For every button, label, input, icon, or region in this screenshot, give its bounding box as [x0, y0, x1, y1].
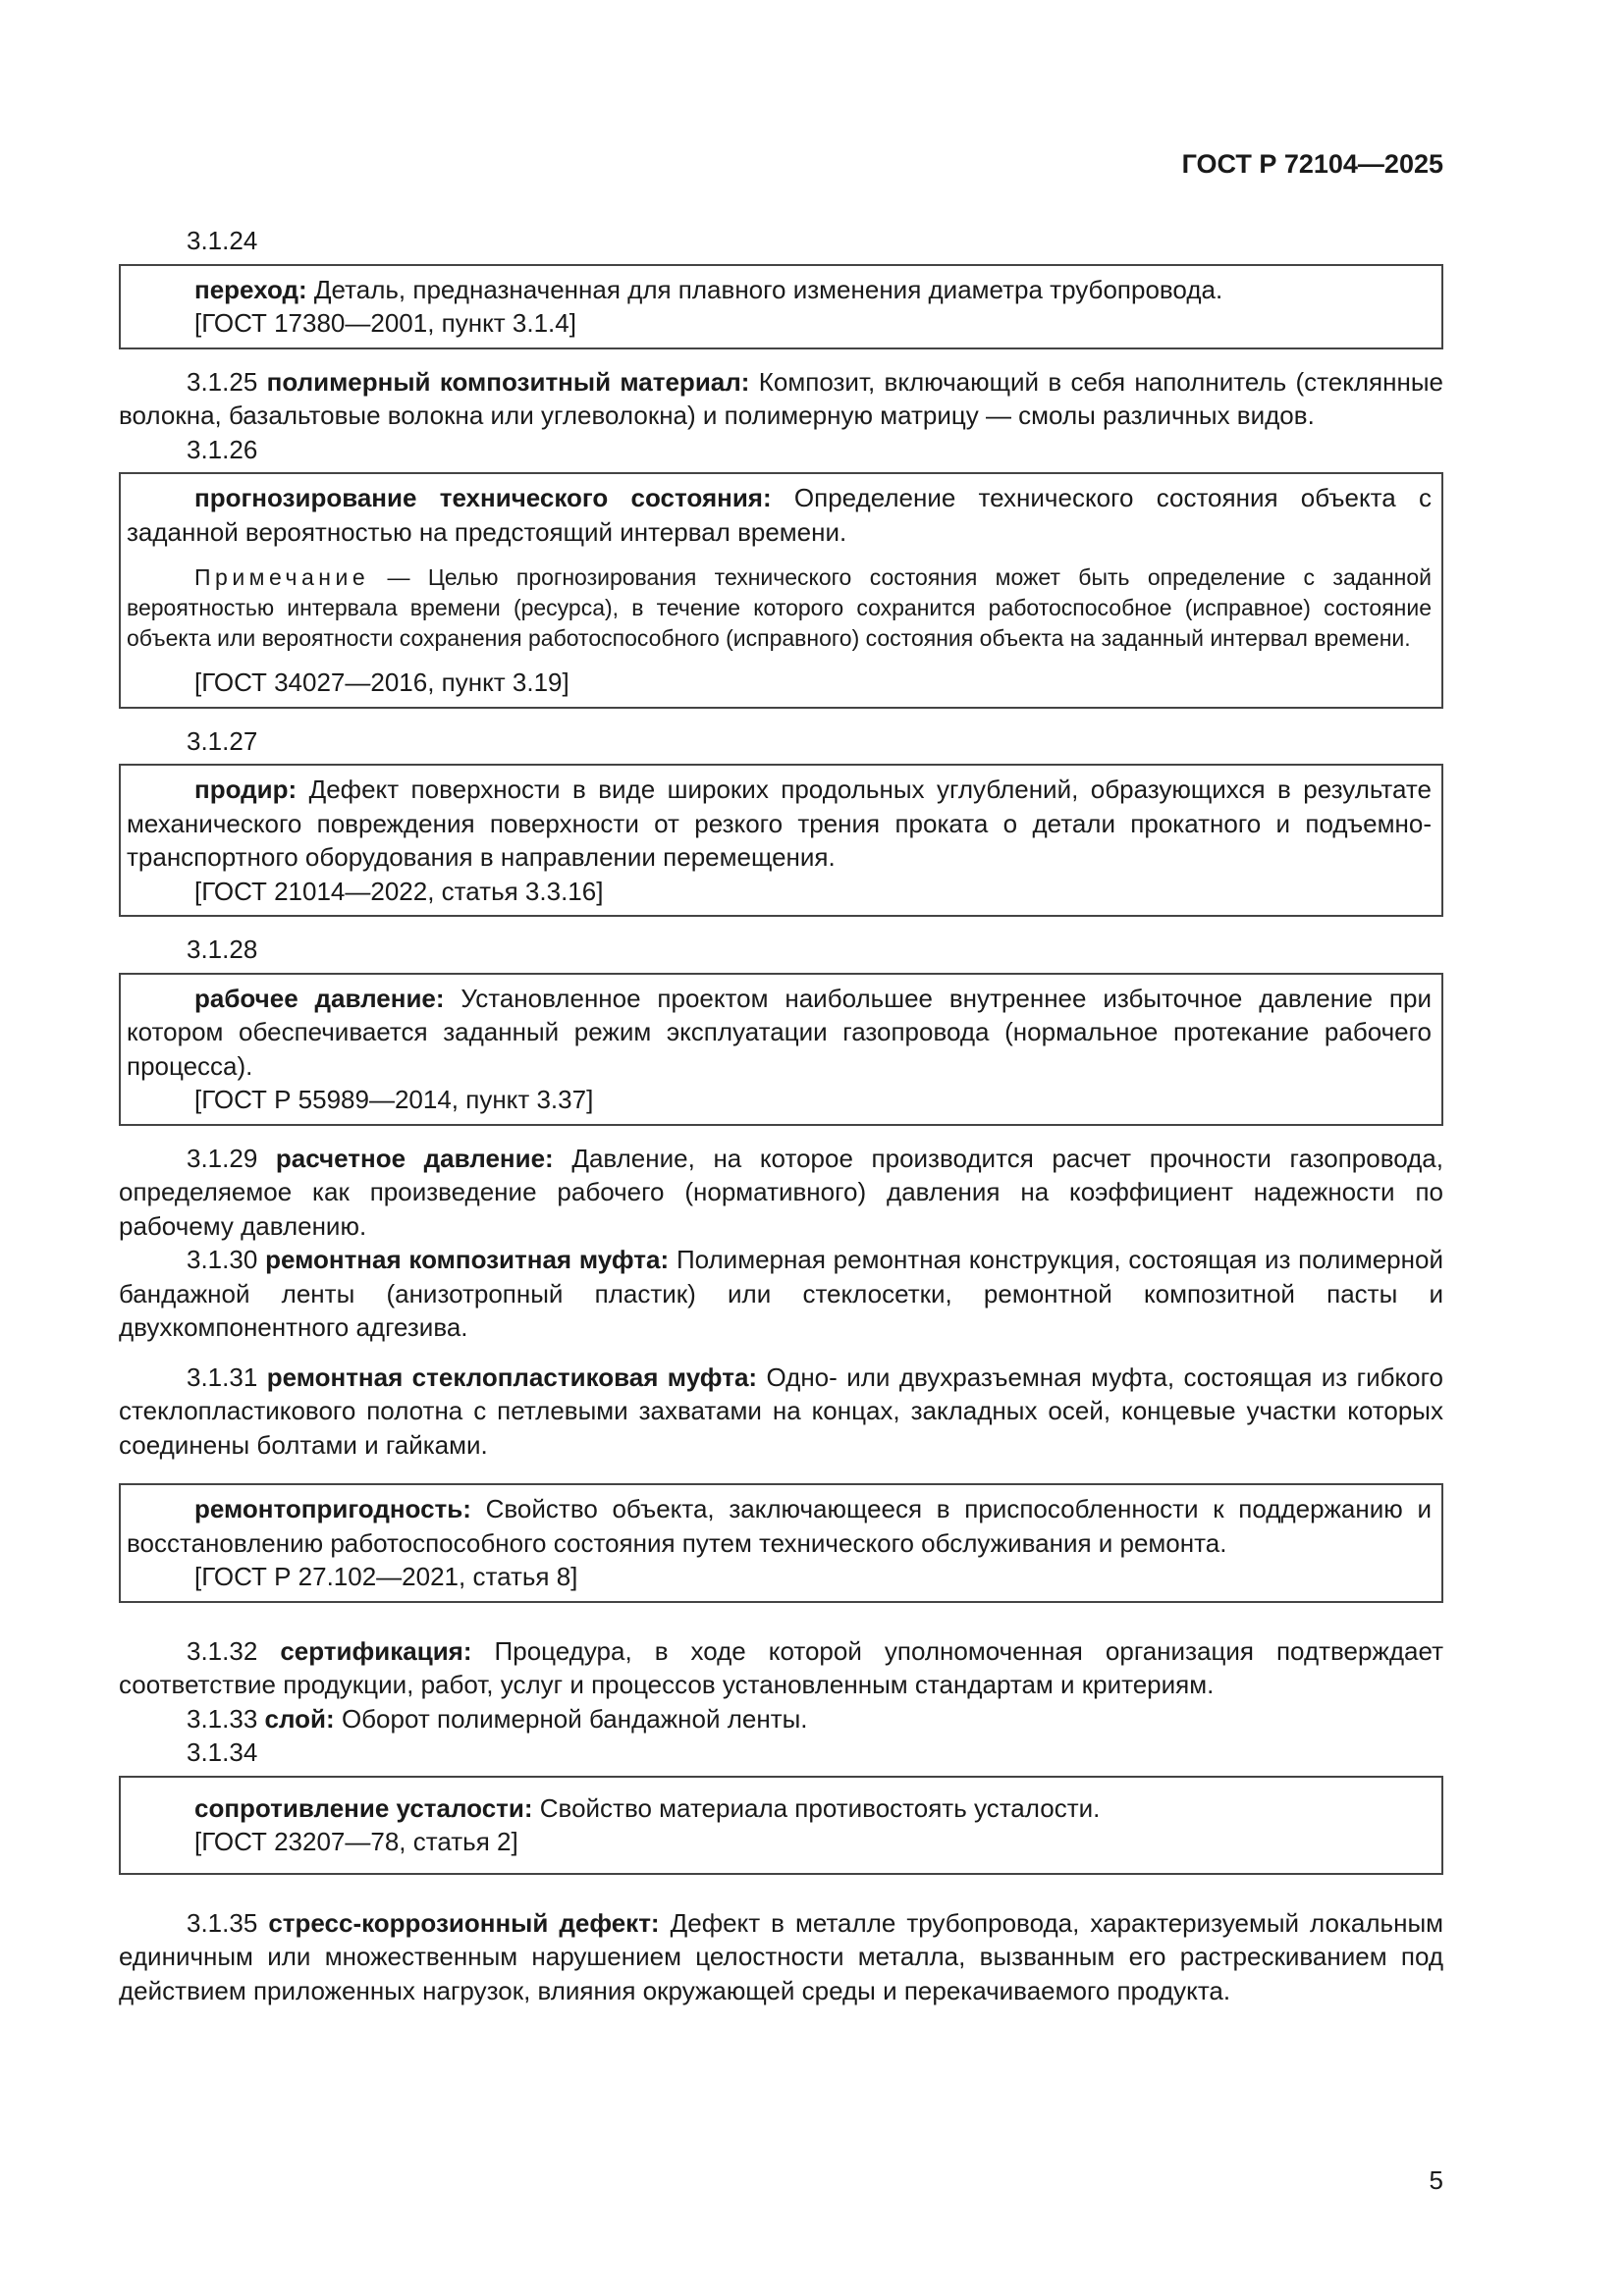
definition: Полимерная ремонтная конструкция, состоящая из полимерной бандажной ленты (анизотропный пластик) или стеклосетки, ремонтной композитной пасты и двухкомпонентного адгезива. — [119, 1245, 1443, 1342]
source-reference: [ГОСТ 17380—2001, пункт 3.1.4] — [194, 308, 576, 338]
spacer — [119, 1619, 1443, 1634]
page-number: 5 — [1429, 2165, 1443, 2195]
definition: Оборот полимерной бандажной ленты. — [341, 1703, 808, 1734]
definition: Композит, включающий в себя наполнитель (стеклянные волокна, базальтовые волокна или углеволокна) и полимерную матрицу — смолы различных видов. — [119, 366, 1443, 430]
clause-number: 3.1.30 — [187, 1245, 258, 1274]
quoted-definition-box — [119, 1776, 1443, 1875]
source-reference: [ГОСТ Р 27.102—2021, статья 8] — [194, 1562, 578, 1591]
term: стресс-коррозионный дефект: — [268, 1907, 660, 1938]
source-reference: [ГОСТ 23207—78, статья 2] — [194, 1827, 518, 1856]
document-header: ГОСТ Р 72104—2025 — [1181, 149, 1443, 179]
definition: Дефект поверхности в виде широких продольных углублений, образующихся в результате механического повреждения поверхности от резкого трения проката о детали прокатного и подъемно-транспортного оборудования в направлении перемещения. — [127, 774, 1432, 872]
spacer — [119, 1345, 1443, 1361]
term: расчетное давление: — [275, 1143, 554, 1173]
definition: Процедура, в ходе которой уполномоченная организация подтверждает соответствие продукции, работ, услуг и процессов установленным стандартам и критериям. — [119, 1635, 1443, 1699]
clause-number: 3.1.33 — [187, 1703, 258, 1734]
source-reference: [ГОСТ 34027—2016, пункт 3.19] — [194, 667, 569, 697]
clause-number: 3.1.27 — [187, 725, 258, 756]
term: переход: — [194, 274, 307, 304]
quoted-definition-box — [119, 764, 1443, 917]
document-page — [119, 0, 1443, 2296]
clause-number: 3.1.25 — [187, 366, 258, 397]
definition-text — [127, 982, 1432, 1084]
note-text: — Целью прогнозирования технического состояния может быть определение с заданной вероятностью интервала времени (ресурса), в течение которого сохранится работоспособное (исправное) состояние объекта или вероятности сохранения работоспособного (исправного) состояния объекта на заданный интервал времени. — [127, 564, 1432, 651]
clause-number: 3.1.24 — [187, 226, 258, 255]
term: ремонтная стеклопластиковая муфта: — [266, 1362, 758, 1392]
clause-number: 3.1.35 — [187, 1907, 258, 1938]
quoted-definition-box — [119, 472, 1443, 709]
spacer — [119, 1462, 1443, 1477]
spacer — [119, 1891, 1443, 1906]
term: полимерный композитный материал: — [266, 366, 750, 397]
definition-paragraph — [119, 1243, 1443, 1345]
clause-number: 3.1.32 — [187, 1635, 258, 1666]
term: продир: — [194, 774, 298, 804]
clause-number: 3.1.28 — [187, 934, 258, 964]
note-label: Примечание — [194, 564, 370, 590]
definition-text — [127, 1492, 1432, 1560]
note-paragraph — [127, 562, 1432, 654]
definition-paragraph — [119, 1361, 1443, 1463]
quoted-definition-box — [119, 264, 1443, 349]
clause-number: 3.1.26 — [187, 434, 258, 464]
definition: Свойство материала противостоять усталости. — [539, 1792, 1101, 1823]
definition-paragraph — [119, 1702, 1443, 1736]
definition-paragraph — [119, 365, 1443, 433]
term: ремонтная композитная муфта: — [265, 1245, 670, 1274]
definition-paragraph — [119, 1906, 1443, 2008]
definition: Дефект в металле трубопровода, характеризуемый локальным единичным или множественным нарушением целостности металла, вызванным его растрескиванием под действием приложенных нагрузок, влияния окружающей среды и перекачиваемого продукта. — [119, 1907, 1444, 2005]
definition: Одно- или двухразъемная муфта, состоящая из гибкого стеклопластикового полотна с петлевыми захватами на концах, закладных осей, концевые участки которых соединены болтами и гайками. — [119, 1362, 1444, 1460]
source-reference: [ГОСТ Р 55989—2014, пункт 3.37] — [194, 1085, 594, 1114]
definition: Деталь, предназначенная для плавного изменения диаметра трубопровода. — [313, 274, 1223, 304]
definition: Определение технического состояния объекта с заданной вероятностью на предстоящий интервал времени. — [127, 483, 1433, 547]
terms-section — [119, 224, 1443, 2007]
clause-number: 3.1.29 — [187, 1143, 258, 1173]
definition: Давление, на которое производится расчет прочности газопровода, определяемое как произведение рабочего (нормативного) давления на коэффициент надежности по рабочему давлению. — [119, 1143, 1443, 1241]
quoted-definition-box — [119, 1483, 1443, 1603]
clause-number: 3.1.34 — [187, 1737, 258, 1767]
definition: Установленное проектом наибольшее внутреннее избыточное давление при котором обеспечивается заданный режим эксплуатации газопровода (нормальное протекание рабочего процесса). — [127, 983, 1432, 1081]
quoted-definition-box — [119, 973, 1443, 1126]
definition-text — [127, 481, 1432, 549]
definition-text — [127, 1791, 1432, 1826]
source-reference: [ГОСТ 21014—2022, статья 3.3.16] — [194, 876, 604, 906]
definition: Свойство объекта, заключающееся в приспособленности к поддержанию и восстановлению работоспособного состояния путем технического обслуживания и ремонта. — [127, 1494, 1432, 1558]
term: ремонтопригодность: — [194, 1494, 471, 1523]
term: сопротивление усталости: — [194, 1792, 533, 1823]
term: слой: — [264, 1703, 335, 1734]
term: прогнозирование технического состояния: — [194, 483, 772, 512]
term: сертификация: — [280, 1635, 472, 1666]
term: рабочее давление: — [194, 983, 445, 1013]
definition-text — [127, 273, 1432, 307]
definition-paragraph — [119, 1142, 1443, 1244]
definition-paragraph — [119, 1634, 1443, 1702]
definition-text — [127, 773, 1432, 875]
clause-number: 3.1.31 — [187, 1362, 258, 1392]
